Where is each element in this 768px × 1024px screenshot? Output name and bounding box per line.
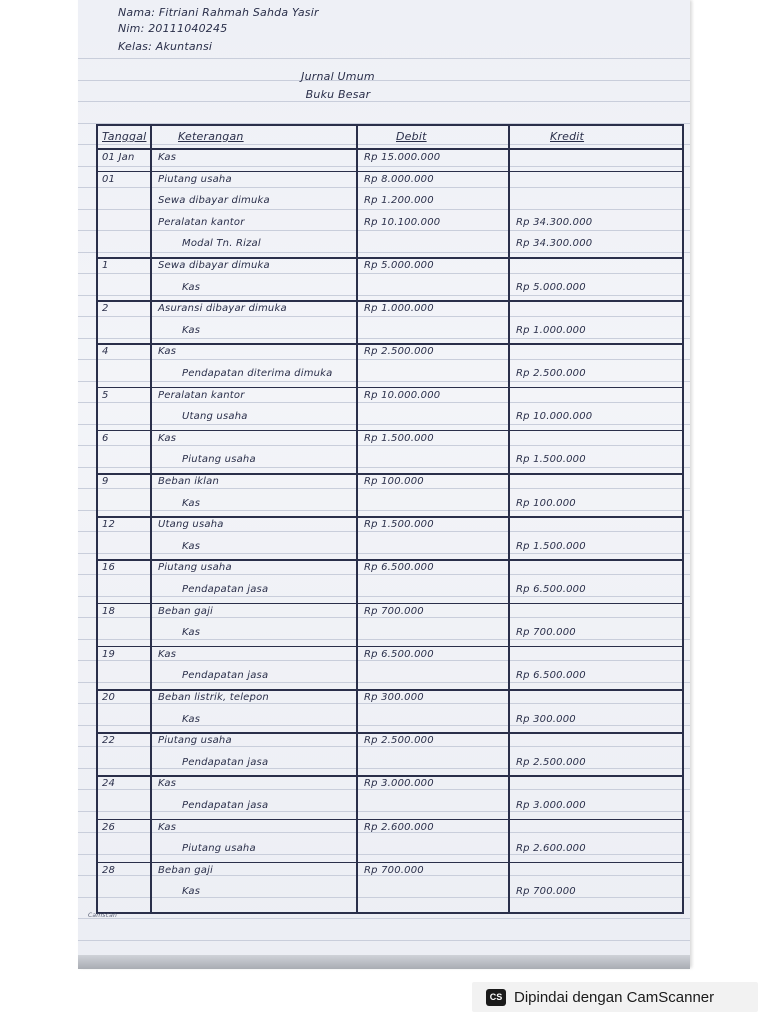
entry-date: 16 bbox=[102, 562, 116, 574]
entry-description: Utang usaha bbox=[158, 519, 224, 531]
entry-credit: Rp 1.000.000 bbox=[516, 324, 586, 336]
entry-debit: Rp 300.000 bbox=[364, 692, 424, 703]
entry-description: Modal Tn. Rizal bbox=[182, 238, 261, 250]
entry-credit: Rp 1.500.000 bbox=[516, 540, 586, 552]
entry-debit: Rp 10.100.000 bbox=[364, 216, 441, 228]
entry-date: 26 bbox=[102, 821, 116, 833]
entry-date: 19 bbox=[102, 648, 116, 660]
entry-credit: Rp 6.500.000 bbox=[516, 584, 586, 595]
entry-separator bbox=[98, 646, 682, 648]
entry-separator bbox=[98, 343, 682, 345]
entry-description: Asuransi dibayar dimuka bbox=[158, 303, 287, 315]
entry-description: Beban gaji bbox=[158, 864, 214, 876]
footnote: Camscan bbox=[88, 912, 118, 919]
column-divider bbox=[508, 126, 510, 912]
header-nim: Nim: 20111040245 bbox=[118, 22, 228, 35]
entry-date: 01 bbox=[102, 173, 116, 185]
entry-description: Piutang usaha bbox=[182, 843, 256, 855]
entry-debit: Rp 1.500.000 bbox=[364, 432, 434, 444]
entry-separator bbox=[98, 171, 682, 173]
entry-description: Pendapatan jasa bbox=[182, 670, 269, 682]
entry-description: Kas bbox=[182, 713, 201, 725]
entry-date: 4 bbox=[102, 346, 109, 358]
header-class: Kelas: Akuntansi bbox=[118, 40, 213, 53]
entry-separator bbox=[98, 387, 682, 389]
column-header-description: Keterangan bbox=[178, 130, 244, 143]
entry-separator bbox=[98, 775, 682, 777]
entry-date: 01 Jan bbox=[102, 152, 135, 163]
entry-debit: Rp 1.200.000 bbox=[364, 195, 434, 207]
column-header-date: Tanggal bbox=[102, 130, 147, 143]
entry-credit: Rp 700.000 bbox=[516, 886, 576, 898]
entry-description: Pendapatan diterima dimuka bbox=[182, 368, 333, 379]
entry-debit: Rp 8.000.000 bbox=[364, 173, 434, 185]
entry-separator bbox=[98, 559, 682, 561]
entry-description: Kas bbox=[182, 540, 201, 552]
entry-description: Piutang usaha bbox=[158, 562, 232, 574]
entry-credit: Rp 5.000.000 bbox=[516, 281, 586, 293]
entry-debit: Rp 1.500.000 bbox=[364, 519, 434, 531]
paper-rule-line bbox=[78, 58, 690, 59]
column-divider bbox=[150, 126, 152, 912]
entry-description: Kas bbox=[182, 281, 201, 293]
camscanner-watermark bbox=[472, 982, 758, 1012]
entry-description: Beban gaji bbox=[158, 605, 214, 617]
entry-credit: Rp 1.500.000 bbox=[516, 454, 586, 466]
entry-date: 28 bbox=[102, 864, 116, 876]
entry-credit: Rp 300.000 bbox=[516, 713, 576, 725]
entry-description: Kas bbox=[158, 778, 177, 790]
entry-separator bbox=[98, 257, 682, 259]
entry-separator bbox=[98, 819, 682, 821]
entry-debit: Rp 2.500.000 bbox=[364, 346, 434, 358]
entry-debit: Rp 10.000.000 bbox=[364, 389, 441, 401]
title-ledger: Buku Besar bbox=[305, 88, 371, 101]
entry-date: 18 bbox=[102, 605, 116, 617]
column-header-debit: Debit bbox=[396, 130, 427, 143]
entry-credit: Rp 34.300.000 bbox=[516, 216, 593, 228]
entry-separator bbox=[98, 862, 682, 864]
paper-rule-line bbox=[78, 101, 690, 102]
entry-credit: Rp 100.000 bbox=[516, 497, 576, 509]
entry-separator bbox=[98, 603, 682, 605]
entry-separator bbox=[98, 473, 682, 475]
title-journal: Jurnal Umum bbox=[301, 70, 375, 83]
entry-debit: Rp 5.000.000 bbox=[364, 260, 434, 271]
entry-credit: Rp 6.500.000 bbox=[516, 670, 586, 682]
entry-debit: Rp 2.500.000 bbox=[364, 735, 434, 747]
entry-description: Sewa dibayar dimuka bbox=[158, 195, 270, 207]
entry-separator bbox=[98, 516, 682, 518]
entry-description: Kas bbox=[182, 497, 201, 509]
entry-description: Kas bbox=[158, 152, 177, 163]
entry-date: 6 bbox=[102, 432, 109, 444]
entry-description: Piutang usaha bbox=[158, 735, 232, 747]
entry-separator bbox=[98, 732, 682, 734]
entry-debit: Rp 1.000.000 bbox=[364, 303, 434, 315]
entry-description: Utang usaha bbox=[182, 411, 248, 423]
entry-description: Kas bbox=[158, 648, 177, 660]
entry-credit: Rp 10.000.000 bbox=[516, 411, 593, 423]
entry-date: 22 bbox=[102, 735, 116, 747]
entry-separator bbox=[98, 689, 682, 691]
entry-date: 2 bbox=[102, 303, 109, 315]
entry-separator bbox=[98, 300, 682, 302]
entry-credit: Rp 2.500.000 bbox=[516, 368, 586, 379]
header-name: Nama: Fitriani Rahmah Sahda Yasir bbox=[118, 6, 319, 19]
entry-description: Kas bbox=[158, 432, 177, 444]
entry-description: Pendapatan jasa bbox=[182, 584, 269, 595]
column-header-credit: Kredit bbox=[550, 130, 585, 143]
entry-description: Sewa dibayar dimuka bbox=[158, 260, 270, 271]
entry-description: Pendapatan jasa bbox=[182, 800, 269, 811]
entry-date: 1 bbox=[102, 260, 109, 271]
entry-separator bbox=[98, 430, 682, 432]
entry-description: Piutang usaha bbox=[182, 454, 256, 466]
entry-credit: Rp 2.600.000 bbox=[516, 843, 586, 855]
entry-debit: Rp 2.600.000 bbox=[364, 821, 434, 833]
entry-debit: Rp 3.000.000 bbox=[364, 778, 434, 790]
entry-date: 9 bbox=[102, 476, 109, 487]
entry-credit: Rp 3.000.000 bbox=[516, 800, 586, 811]
entry-debit: Rp 700.000 bbox=[364, 864, 424, 876]
entry-description: Peralatan kantor bbox=[158, 216, 245, 228]
entry-description: Kas bbox=[158, 346, 177, 358]
column-divider bbox=[356, 126, 358, 912]
entry-date: 12 bbox=[102, 519, 116, 531]
scan-edge bbox=[78, 955, 690, 969]
entry-debit: Rp 700.000 bbox=[364, 605, 424, 617]
entry-debit: Rp 6.500.000 bbox=[364, 648, 434, 660]
entry-description: Kas bbox=[182, 886, 201, 898]
entry-date: 24 bbox=[102, 778, 116, 790]
entry-debit: Rp 15.000.000 bbox=[364, 152, 441, 163]
entry-credit: Rp 700.000 bbox=[516, 627, 576, 639]
watermark-text: Dipindai dengan CamScanner bbox=[514, 988, 715, 1006]
entry-credit: Rp 34.300.000 bbox=[516, 238, 593, 250]
entry-description: Pendapatan jasa bbox=[182, 756, 269, 768]
entry-debit: Rp 100.000 bbox=[364, 476, 424, 487]
entry-credit: Rp 2.500.000 bbox=[516, 756, 586, 768]
entry-description: Beban iklan bbox=[158, 476, 220, 487]
entry-description: Kas bbox=[158, 821, 177, 833]
entry-description: Beban listrik, telepon bbox=[158, 692, 269, 703]
entry-debit: Rp 6.500.000 bbox=[364, 562, 434, 574]
paper-rule-line bbox=[78, 940, 690, 941]
camscanner-logo-icon: CS bbox=[486, 989, 506, 1006]
entry-description: Kas bbox=[182, 627, 201, 639]
header-separator bbox=[98, 148, 682, 150]
entry-description: Peralatan kantor bbox=[158, 389, 245, 401]
scanned-page bbox=[78, 0, 690, 968]
entry-description: Piutang usaha bbox=[158, 173, 232, 185]
journal-table bbox=[96, 124, 684, 914]
entry-description: Kas bbox=[182, 324, 201, 336]
paper-rule-line bbox=[78, 918, 690, 919]
entry-date: 5 bbox=[102, 389, 109, 401]
entry-date: 20 bbox=[102, 692, 116, 703]
